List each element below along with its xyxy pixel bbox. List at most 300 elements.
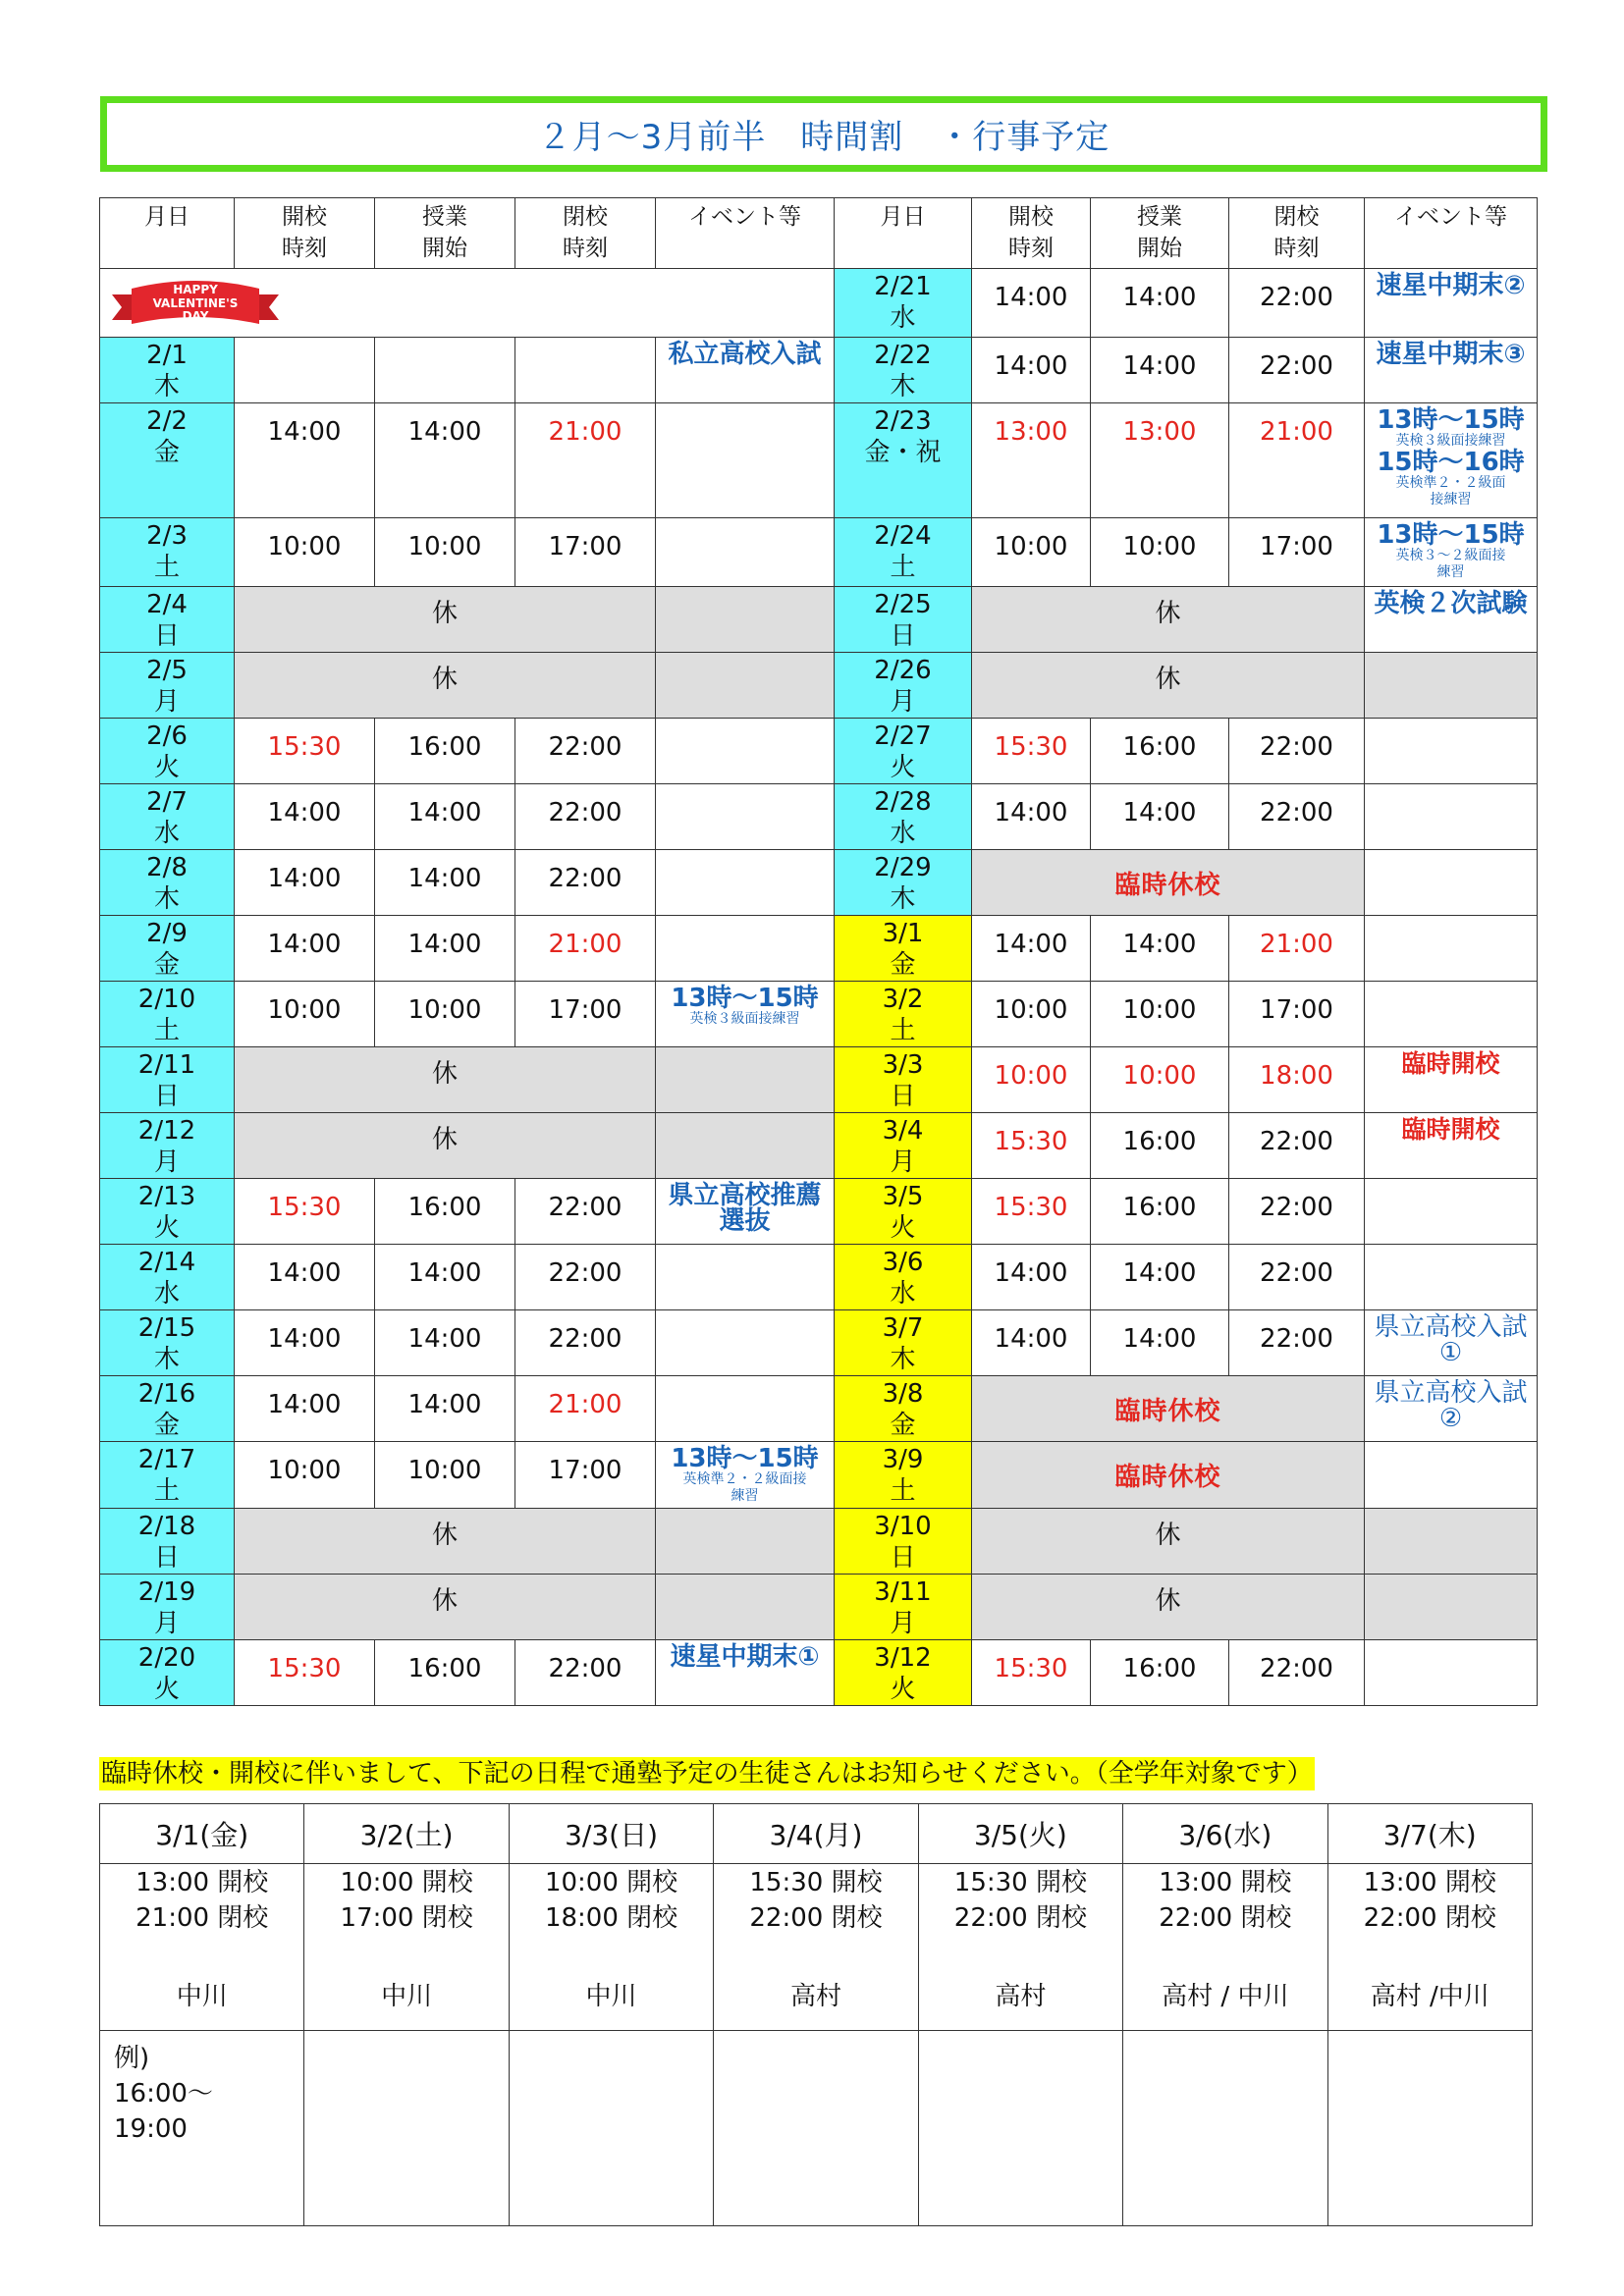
event-cell [1365, 1179, 1538, 1245]
event-cell [1365, 403, 1538, 518]
temporary-schedule-table [99, 1803, 1533, 2226]
open-time: 14:00 [972, 338, 1091, 403]
day-hours [100, 1864, 304, 2031]
weekday-text: 土 [153, 1016, 180, 1045]
event-cell [656, 1179, 835, 1245]
open-time: 13:00 開校 [135, 1868, 269, 1897]
date-cell [100, 1376, 235, 1442]
event-cell [1365, 850, 1538, 916]
weekday-text: 日 [890, 621, 916, 651]
event-cell [656, 403, 835, 518]
date-cell [100, 1442, 235, 1509]
event-text: 私立高校入試 [668, 340, 822, 369]
weekday-text: 金 [153, 1411, 180, 1440]
closed-cell: 休 [235, 1113, 656, 1179]
event-cell [1365, 587, 1538, 653]
event-cell [1365, 719, 1538, 784]
header-event: イベント等 [656, 198, 835, 269]
event-text: 13時～15時 [671, 1444, 819, 1473]
header-open: 開校 時刻 [972, 198, 1091, 269]
attendance-entry-cell[interactable] [1327, 2031, 1532, 2226]
close-time: 22:00 閉校 [1363, 1903, 1496, 1933]
header-close: 閉校 時刻 [1229, 198, 1365, 269]
event-cell [656, 653, 835, 719]
open-time: 13:00 開校 [1363, 1868, 1496, 1897]
schedule-row [100, 269, 1538, 338]
date-text: 2/16 [137, 1379, 196, 1409]
weekday-text: 土 [890, 1476, 916, 1506]
weekday-text: 土 [153, 1476, 180, 1506]
event-cell [1365, 1047, 1538, 1113]
weekday-text: 木 [890, 1345, 916, 1374]
event-text: 13時～15時 [1377, 520, 1525, 550]
weekday-text: 木 [153, 372, 180, 401]
close-time: 17:00 [515, 1442, 656, 1509]
close-time: 22:00 [1229, 1113, 1365, 1179]
notice-text: 臨時休校・開校に伴いまして、下記の日程で通塾予定の生徒さんはお知らせください。（全学年対象です） [101, 1759, 1313, 1789]
date-text: 2/4 [146, 590, 188, 619]
example-time: 19:00 [114, 2114, 188, 2144]
date-cell [835, 587, 972, 653]
attendance-entry-cell[interactable] [509, 2031, 713, 2226]
schedule-row [100, 338, 1538, 403]
event-subtext: 練習 [1436, 564, 1465, 580]
open-time: 15:30 [235, 1179, 375, 1245]
schedule-row [100, 784, 1538, 850]
open-time: 13:00 開校 [1159, 1868, 1292, 1897]
event-subtext: 英検３～２級面接 [1395, 548, 1506, 563]
event-cell [1365, 518, 1538, 587]
date-cell [100, 403, 235, 518]
event-text: 速星中期末③ [1376, 340, 1526, 369]
event-cell [1365, 1376, 1538, 1442]
start-time: 14:00 [375, 850, 515, 916]
day-header: 3/1(金) [100, 1804, 304, 1864]
date-text: 2/6 [146, 721, 188, 751]
date-cell [835, 719, 972, 784]
date-cell [100, 1245, 235, 1310]
date-cell [100, 1640, 235, 1706]
start-time: 13:00 [1091, 403, 1229, 518]
date-cell [835, 1640, 972, 1706]
day-header: 3/4(月) [714, 1804, 918, 1864]
date-text: 2/12 [137, 1116, 196, 1146]
start-time: 14:00 [1091, 269, 1229, 338]
date-cell [835, 784, 972, 850]
date-text: 2/15 [137, 1313, 196, 1343]
example-time: 16:00～ [114, 2079, 213, 2109]
schedule-row [100, 1509, 1538, 1575]
open-time: 15:30 [972, 1113, 1091, 1179]
open-time: 10:00 [235, 982, 375, 1047]
start-time [375, 338, 515, 403]
example-label: 例) [114, 2044, 150, 2073]
weekday-text: 月 [890, 1609, 916, 1638]
day-hours [509, 1864, 713, 2031]
event-text: 英検２次試験 [1374, 589, 1528, 618]
schedule-row [100, 1575, 1538, 1640]
date-cell [835, 1310, 972, 1376]
day-hours [1327, 1864, 1532, 2031]
close-time: 17:00 [515, 982, 656, 1047]
start-time: 14:00 [375, 403, 515, 518]
event-cell [656, 1575, 835, 1640]
event-subtext: 英検３級面接練習 [689, 1011, 800, 1027]
open-time: 14:00 [235, 1376, 375, 1442]
event-cell [1365, 1509, 1538, 1575]
open-time: 10:00 [972, 982, 1091, 1047]
open-time: 10:00 開校 [340, 1868, 473, 1897]
start-time: 14:00 [375, 916, 515, 982]
header-row [100, 198, 1538, 269]
date-cell [100, 784, 235, 850]
start-time: 10:00 [1091, 1047, 1229, 1113]
date-cell [100, 587, 235, 653]
svg-text:DAY: DAY [182, 309, 209, 323]
open-time: 14:00 [235, 784, 375, 850]
date-text: 2/7 [146, 787, 188, 817]
example-row [100, 2031, 1533, 2226]
start-time: 10:00 [375, 518, 515, 587]
weekday-text: 木 [890, 884, 916, 914]
date-cell [835, 338, 972, 403]
date-cell [100, 850, 235, 916]
event-text: 13時～15時 [1377, 405, 1525, 435]
open-time: 14:00 [235, 403, 375, 518]
date-cell [835, 916, 972, 982]
event-cell [656, 1442, 835, 1509]
date-cell [100, 1575, 235, 1640]
date-cell [100, 982, 235, 1047]
date-text: 3/10 [874, 1512, 932, 1541]
valentine-ribbon-icon [112, 271, 279, 338]
close-time: 22:00 [1229, 338, 1365, 403]
close-time: 17:00 [1229, 518, 1365, 587]
close-time: 21:00 [1229, 916, 1365, 982]
closed-cell: 休 [972, 653, 1365, 719]
date-cell [100, 916, 235, 982]
date-text: 2/5 [146, 656, 188, 685]
weekday-text: 金・祝 [864, 438, 942, 467]
closed-cell: 休 [235, 1575, 656, 1640]
day-hours [918, 1864, 1122, 2031]
schedule-row [100, 653, 1538, 719]
date-cell [835, 982, 972, 1047]
date-text: 2/10 [137, 985, 196, 1014]
weekday-text: 水 [153, 1279, 180, 1308]
day-header: 3/2(土) [304, 1804, 509, 1864]
close-time: 22:00 [1229, 1310, 1365, 1376]
schedule-row [100, 982, 1538, 1047]
staff-name: 中川 [176, 1982, 228, 2011]
weekday-text: 月 [890, 687, 916, 717]
start-time: 14:00 [1091, 338, 1229, 403]
close-time: 17:00 [1229, 982, 1365, 1047]
svg-text:HAPPY: HAPPY [173, 283, 218, 296]
start-time: 16:00 [375, 1640, 515, 1706]
date-cell [835, 1509, 972, 1575]
event-cell [656, 1310, 835, 1376]
day-header-row [100, 1804, 1533, 1864]
temporary-closure-cell: 臨時休校 [972, 1376, 1365, 1442]
date-text: 2/29 [874, 853, 932, 882]
start-time: 14:00 [375, 1376, 515, 1442]
valentine-banner [100, 269, 835, 338]
event-cell [1365, 982, 1538, 1047]
date-cell [100, 1310, 235, 1376]
open-time: 14:00 [972, 1310, 1091, 1376]
schedule-row [100, 1047, 1538, 1113]
attendance-entry-cell[interactable] [304, 2031, 509, 2226]
open-time: 10:00 [972, 1047, 1091, 1113]
day-hours [304, 1864, 509, 2031]
start-time: 14:00 [375, 1310, 515, 1376]
event-cell [1365, 653, 1538, 719]
open-time: 14:00 [972, 1245, 1091, 1310]
open-time: 15:30 開校 [749, 1868, 883, 1897]
date-text: 2/13 [137, 1182, 196, 1211]
start-time: 16:00 [1091, 1113, 1229, 1179]
date-cell [100, 1509, 235, 1575]
event-text: 臨時開校 [1401, 1049, 1500, 1078]
day-hours [714, 1864, 918, 2031]
date-text: 2/20 [137, 1643, 196, 1673]
open-time: 14:00 [235, 1310, 375, 1376]
start-time: 14:00 [375, 784, 515, 850]
date-text: 2/24 [874, 521, 932, 551]
event-text: 15時～16時 [1377, 448, 1525, 477]
event-text: 県立高校入試① [1374, 1312, 1528, 1367]
weekday-text: 木 [153, 884, 180, 914]
date-text: 2/8 [146, 853, 188, 882]
start-time: 14:00 [1091, 1310, 1229, 1376]
weekday-text: 月 [153, 1609, 180, 1638]
close-time: 22:00 [515, 850, 656, 916]
attendance-entry-cell[interactable] [714, 2031, 918, 2226]
page-title: ２月～3月前半 時間割 ・行事予定 [100, 96, 1547, 172]
schedule-row [100, 403, 1538, 518]
event-cell [1365, 1245, 1538, 1310]
event-subtext: 英検３級面接練習 [1395, 433, 1506, 449]
day-header: 3/6(水) [1123, 1804, 1327, 1864]
schedule-row [100, 719, 1538, 784]
closed-cell: 休 [972, 1509, 1365, 1575]
open-time: 14:00 [972, 916, 1091, 982]
open-time: 13:00 [972, 403, 1091, 518]
weekday-text: 日 [890, 1543, 916, 1573]
event-text: 選抜 [719, 1206, 771, 1236]
weekday-text: 日 [153, 1082, 180, 1111]
close-time: 21:00 [1229, 403, 1365, 518]
event-subtext: 英検準２・２級面接 [682, 1471, 807, 1487]
weekday-text: 水 [153, 819, 180, 848]
close-time: 22:00 [515, 1640, 656, 1706]
weekday-text: 火 [890, 1675, 916, 1704]
start-time: 14:00 [1091, 784, 1229, 850]
attendance-entry-cell[interactable] [918, 2031, 1122, 2226]
open-time [235, 338, 375, 403]
event-cell [1365, 784, 1538, 850]
staff-name: 高村 [789, 1982, 841, 2011]
day-hours [1123, 1864, 1327, 2031]
closed-cell: 休 [972, 587, 1365, 653]
schedule-row [100, 850, 1538, 916]
event-cell [656, 1047, 835, 1113]
date-cell [835, 269, 972, 338]
weekday-text: 木 [890, 372, 916, 401]
weekday-text: 土 [890, 1016, 916, 1045]
open-time: 10:00 [972, 518, 1091, 587]
close-time: 21:00 閉校 [135, 1903, 269, 1933]
header-open: 開校 時刻 [235, 198, 375, 269]
open-time: 14:00 [972, 269, 1091, 338]
close-time: 18:00 閉校 [544, 1903, 678, 1933]
date-text: 2/1 [146, 341, 188, 370]
weekday-text: 日 [890, 1082, 916, 1111]
staff-name: 中川 [381, 1982, 433, 2011]
staff-name: 中川 [585, 1982, 637, 2011]
staff-name: 高村 / 中川 [1162, 1982, 1289, 2011]
close-time: 22:00 [1229, 719, 1365, 784]
date-text: 2/21 [874, 272, 932, 301]
header-close: 閉校 時刻 [515, 198, 656, 269]
event-cell [1365, 338, 1538, 403]
schedule-row [100, 1442, 1538, 1509]
temporary-closure-cell: 臨時休校 [972, 850, 1365, 916]
date-text: 3/9 [882, 1445, 924, 1474]
start-time: 16:00 [1091, 1640, 1229, 1706]
date-cell [835, 518, 972, 587]
close-time: 22:00 [515, 719, 656, 784]
date-text: 2/14 [137, 1248, 196, 1277]
event-cell [1365, 1442, 1538, 1509]
date-text: 2/26 [874, 656, 932, 685]
date-cell [835, 850, 972, 916]
open-time: 15:30 [972, 1179, 1091, 1245]
weekday-text: 金 [890, 1411, 916, 1440]
event-cell [656, 518, 835, 587]
weekday-text: 月 [153, 687, 180, 717]
schedule-row [100, 1113, 1538, 1179]
svg-text:VALENTINE'S: VALENTINE'S [152, 296, 239, 310]
day-header: 3/3(日) [509, 1804, 713, 1864]
weekday-text: 水 [890, 819, 916, 848]
staff-name: 高村 [995, 1982, 1047, 2011]
event-cell [656, 982, 835, 1047]
header-event: イベント等 [1365, 198, 1538, 269]
schedule-row [100, 518, 1538, 587]
date-cell [100, 719, 235, 784]
close-time: 21:00 [515, 1376, 656, 1442]
schedule-row [100, 587, 1538, 653]
date-text: 3/1 [882, 919, 924, 948]
close-time: 21:00 [515, 403, 656, 518]
date-cell [835, 1575, 972, 1640]
date-cell [100, 1179, 235, 1245]
start-time: 14:00 [1091, 916, 1229, 982]
date-cell [835, 1047, 972, 1113]
schedule-row [100, 1245, 1538, 1310]
date-text: 2/23 [874, 406, 932, 436]
event-cell [656, 1245, 835, 1310]
close-time: 22:00 [515, 1179, 656, 1245]
date-text: 3/11 [874, 1577, 932, 1607]
date-text: 2/18 [137, 1512, 196, 1541]
weekday-text: 金 [153, 438, 180, 467]
header-date: 月日 [835, 198, 972, 269]
weekday-text: 金 [890, 950, 916, 980]
event-subtext: 英検準２・２級面 [1395, 475, 1506, 491]
start-time: 10:00 [375, 1442, 515, 1509]
date-cell [100, 518, 235, 587]
event-cell [1365, 1640, 1538, 1706]
event-cell [656, 587, 835, 653]
open-time: 15:30 開校 [953, 1868, 1087, 1897]
open-time: 14:00 [235, 1245, 375, 1310]
weekday-text: 火 [890, 753, 916, 782]
close-time: 22:00 閉校 [1159, 1903, 1292, 1933]
event-cell [656, 1376, 835, 1442]
close-time: 22:00 閉校 [749, 1903, 883, 1933]
weekday-text: 金 [153, 950, 180, 980]
start-time: 14:00 [375, 1245, 515, 1310]
date-text: 2/25 [874, 590, 932, 619]
close-time: 22:00 [1229, 1640, 1365, 1706]
event-subtext: 練習 [731, 1488, 759, 1504]
close-time: 17:00 [515, 518, 656, 587]
weekday-text: 日 [153, 1543, 180, 1573]
start-time: 10:00 [1091, 518, 1229, 587]
day-header: 3/5(火) [918, 1804, 1122, 1864]
start-time: 14:00 [1091, 1245, 1229, 1310]
date-cell [100, 1113, 235, 1179]
date-text: 2/9 [146, 919, 188, 948]
close-time: 18:00 [1229, 1047, 1365, 1113]
weekday-text: 土 [890, 553, 916, 582]
schedule-row [100, 916, 1538, 982]
date-text: 2/28 [874, 787, 932, 817]
header-start: 授業 開始 [375, 198, 515, 269]
open-time: 15:30 [972, 1640, 1091, 1706]
weekday-text: 火 [153, 1213, 180, 1243]
attendance-entry-cell[interactable] [1123, 2031, 1327, 2226]
event-text: 13時～15時 [671, 984, 819, 1013]
close-time: 22:00 [1229, 784, 1365, 850]
event-cell [656, 719, 835, 784]
date-text: 2/22 [874, 341, 932, 370]
closed-cell: 休 [235, 653, 656, 719]
close-time: 22:00 [515, 784, 656, 850]
event-text: 臨時開校 [1401, 1115, 1500, 1144]
date-cell [835, 403, 972, 518]
event-cell [656, 1113, 835, 1179]
close-time: 22:00 閉校 [953, 1903, 1087, 1933]
staff-name: 高村 /中川 [1370, 1982, 1489, 2011]
start-time: 10:00 [1091, 982, 1229, 1047]
closed-cell: 休 [235, 587, 656, 653]
close-time [515, 338, 656, 403]
event-text: 速星中期末② [1376, 271, 1526, 300]
closed-cell: 休 [972, 1575, 1365, 1640]
date-cell [835, 1376, 972, 1442]
closed-cell: 休 [235, 1509, 656, 1575]
date-text: 3/3 [882, 1050, 924, 1080]
event-cell [656, 1640, 835, 1706]
weekday-text: 火 [153, 753, 180, 782]
date-cell [100, 1047, 235, 1113]
close-time: 22:00 [1229, 1245, 1365, 1310]
day-header: 3/7(木) [1327, 1804, 1532, 1864]
